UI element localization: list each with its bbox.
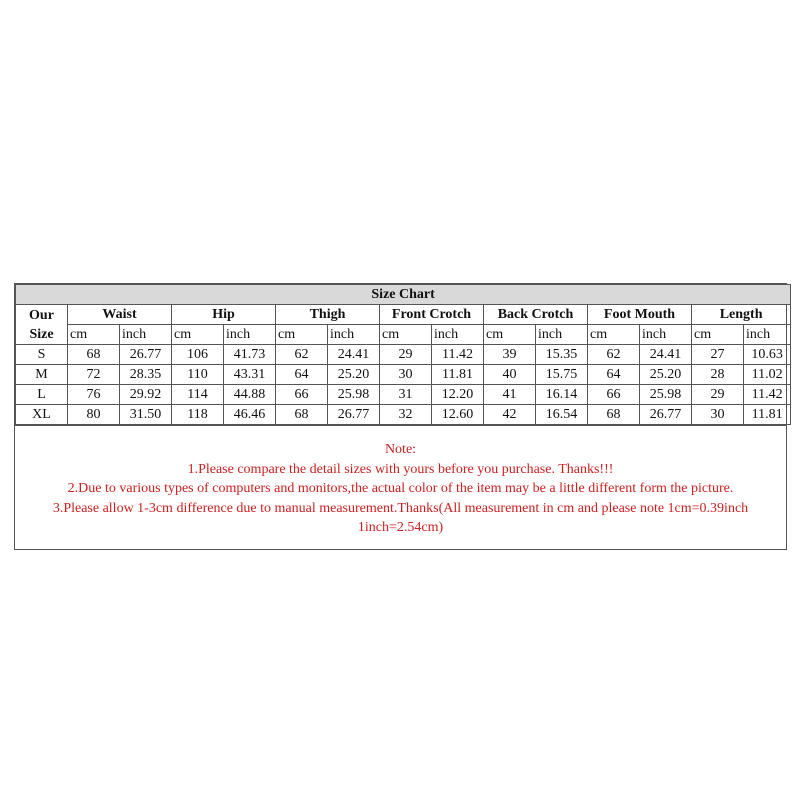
group-header-waist: Waist [68,305,172,325]
unit-inch: inch [536,325,588,345]
table-cell: 29 [692,385,744,405]
unit-cm: cm [588,325,640,345]
table-cell: 24.41 [640,345,692,365]
table-cell: 26.77 [640,405,692,425]
table-row [16,345,791,365]
table-cell: 41.73 [224,345,276,365]
size-label: XL [16,405,68,425]
table-cell: 27 [692,345,744,365]
table-cell: 66 [588,385,640,405]
table-cell: 64 [588,365,640,385]
size-chart [14,283,787,550]
table-cell: 66 [276,385,328,405]
table-cell: 29.92 [120,385,172,405]
note-heading: Note: [384,442,417,457]
table-row [16,385,791,405]
unit-cm: cm [484,325,536,345]
unit-cm: cm [68,325,120,345]
unit-inch: inch [328,325,380,345]
table-cell: 15.35 [536,345,588,365]
size-label: L [16,385,68,405]
table-cell: 25.98 [640,385,692,405]
unit-inch: inch [640,325,692,345]
table-cell: 25.98 [328,385,380,405]
unit-cm: cm [276,325,328,345]
table-cell: 80 [68,405,120,425]
table-cell: 12.60 [432,405,484,425]
size-label: M [16,365,68,385]
group-header-front-crotch: Front Crotch [380,305,484,325]
note-line-4: 1inch=2.54cm) [357,520,444,535]
table-cell: 11.81 [432,365,484,385]
table-cell: 25.20 [328,365,380,385]
unit-inch: inch [120,325,172,345]
group-header-hip: Hip [172,305,276,325]
table-cell: 15.75 [536,365,588,385]
group-header-thigh: Thigh [276,305,380,325]
group-header-back-crotch: Back Crotch [484,305,588,325]
table-cell: 16.14 [536,385,588,405]
table-cell: 64 [276,365,328,385]
table-cell: 42 [484,405,536,425]
table-cell: 41 [484,385,536,405]
table-cell: 26.77 [120,345,172,365]
size-header-line-1: Our [29,307,54,323]
table-cell: 72 [68,365,120,385]
note-line-2: 2.Due to various types of computers and monitors,the actual color of the item may be a little different form the picture. [67,481,734,496]
group-header-foot-mouth: Foot Mouth [588,305,692,325]
table-cell: 30 [692,405,744,425]
table-cell: 30 [380,365,432,385]
table-cell: 68 [68,345,120,365]
table-cell: 28 [692,365,744,385]
table-cell: 25.20 [640,365,692,385]
table-cell: 106 [172,345,224,365]
size-label: S [16,345,68,365]
table-cell: 10.63 [744,345,791,365]
table-cell: 26.77 [328,405,380,425]
table-cell: 110 [172,365,224,385]
table-cell: 118 [172,405,224,425]
unit-inch: inch [744,325,791,345]
table-cell: 11.42 [432,345,484,365]
table-row [16,405,791,425]
table-cell: 68 [276,405,328,425]
table-cell: 11.42 [744,385,791,405]
note-line-3: 3.Please allow 1-3cm difference due to manual measurement.Thanks(All measurement in cm and please note 1cm=0.39inch [52,500,749,516]
table-cell: 29 [380,345,432,365]
table-cell: 43.31 [224,365,276,385]
table-cell: 24.41 [328,345,380,365]
table-cell: 62 [588,345,640,365]
table-cell: 39 [484,345,536,365]
table-cell: 68 [588,405,640,425]
table-cell: 12.20 [432,385,484,405]
note-section [15,425,786,549]
table-cell: 40 [484,365,536,385]
chart-title: Size Chart [16,285,791,305]
unit-inch: inch [432,325,484,345]
table-cell: 11.02 [744,365,791,385]
table-cell: 114 [172,385,224,405]
table-cell: 31 [380,385,432,405]
table-cell: 62 [276,345,328,365]
table-cell: 76 [68,385,120,405]
table-cell: 16.54 [536,405,588,425]
table-cell: 44.88 [224,385,276,405]
table-cell: 31.50 [120,405,172,425]
table-cell: 11.81 [744,405,791,425]
group-header-length: Length [692,305,791,325]
table-cell: 32 [380,405,432,425]
note-line-1: 1.Please compare the detail sizes with yours before you purchase. Thanks!!! [187,461,614,477]
size-table [15,284,791,425]
table-cell: 28.35 [120,365,172,385]
unit-cm: cm [172,325,224,345]
unit-cm: cm [692,325,744,345]
table-row [16,365,791,385]
size-column-header [16,305,68,345]
size-header-line-2: Size [29,326,54,342]
unit-cm: cm [380,325,432,345]
table-cell: 46.46 [224,405,276,425]
unit-inch: inch [224,325,276,345]
